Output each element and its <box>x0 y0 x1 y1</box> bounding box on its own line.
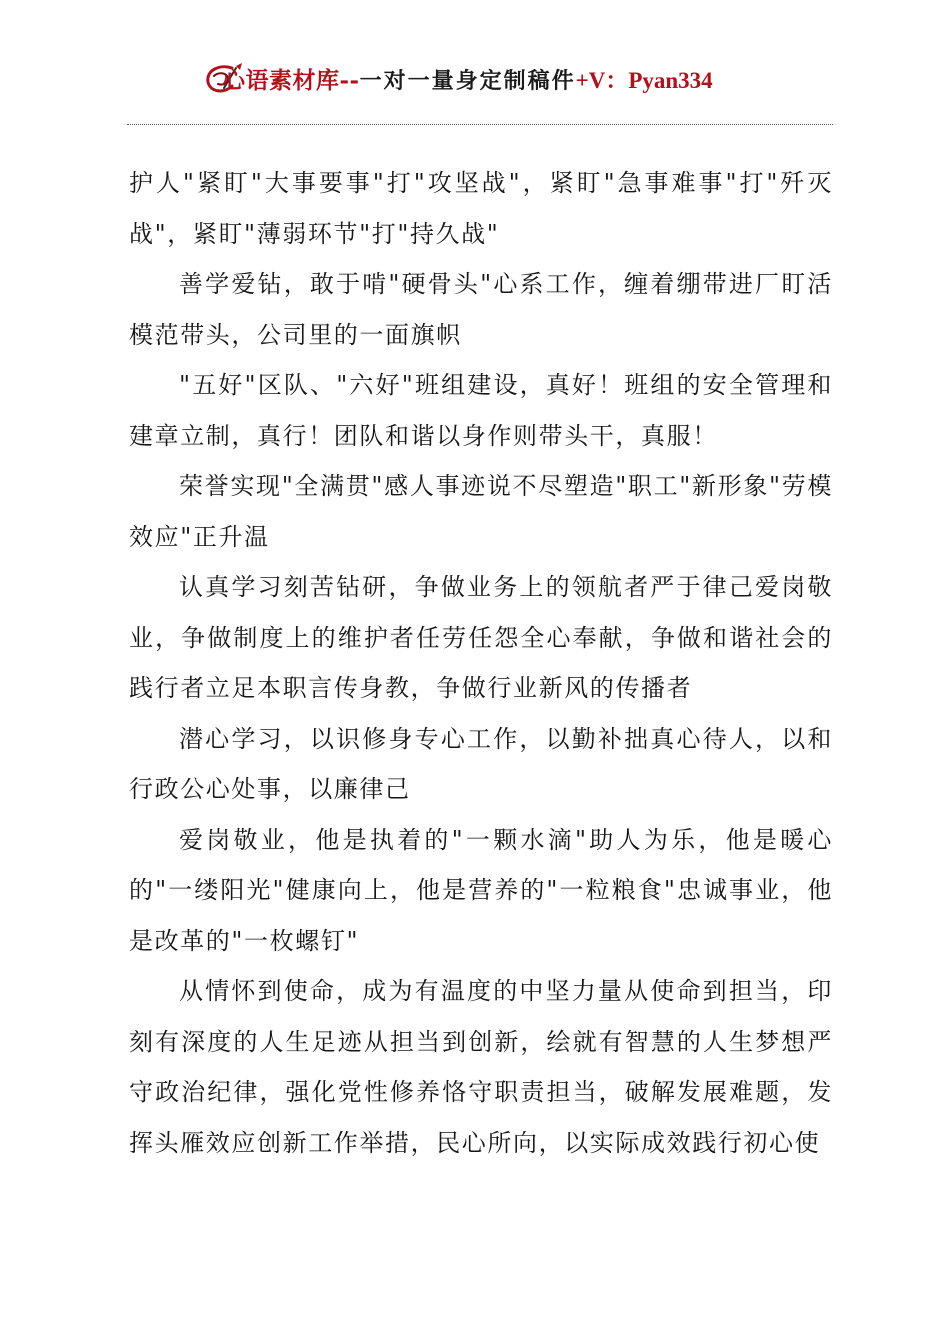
brand-separator: -- <box>339 67 360 94</box>
paragraph: 荣誉实现"全满贯"感人事迹说不尽塑造"职工"新形象"劳模效应"正升温 <box>129 472 833 551</box>
header-divider <box>127 124 833 125</box>
slogan: 一对一量身定制稿件 <box>359 68 576 94</box>
brand-name: 心语素材库 <box>222 67 340 94</box>
document-body <box>129 158 833 1168</box>
paragraph: 护人"紧盯"大事要事"打"攻坚战"，紧盯"急事难事"打"歼灭战"，紧盯"薄弱环节"打"持久战" <box>129 169 833 248</box>
paragraph: 爱岗敬业，他是执着的"一颗水滴"助人为乐，他是暖心的"一缕阳光"健康向上，他是营养的"一粒粮食"忠诚事业，他是改革的"一枚螺钉" <box>129 825 833 955</box>
paragraph: "五好"区队、"六好"班组建设，真好！班组的安全管理和建章立制，真行！团队和谐以身作则带头干，真服！ <box>129 371 833 450</box>
page-header <box>0 58 950 102</box>
paragraph: 善学爱钻，敢于啃"硬骨头"心系工作，缠着绷带进厂盯活模范带头，公司里的一面旗帜 <box>129 270 833 349</box>
contact-info: +V：Pyan334 <box>575 68 713 93</box>
paragraph: 从情怀到使命，成为有温度的中坚力量从使命到担当，印刻有深度的人生足迹从担当到创新，绘就有智慧的人生梦想严守政治纪律，强化党性修养恪守职责担当，破解发展难题，发挥头雁效应创新工作举措，民心所向，以实际成效践行初心使 <box>129 977 833 1157</box>
header-title <box>222 66 713 96</box>
paragraph: 认真学习刻苦钻研，争做业务上的领航者严于律己爱岗敬业，争做制度上的维护者任劳任怨全心奉献，争做和谐社会的践行者立足本职言传身教，争做行业新风的传播者 <box>129 573 833 702</box>
paragraph: 潜心学习，以识修身专心工作，以勤补拙真心待人，以和行政公心处事，以廉律己 <box>129 724 833 803</box>
